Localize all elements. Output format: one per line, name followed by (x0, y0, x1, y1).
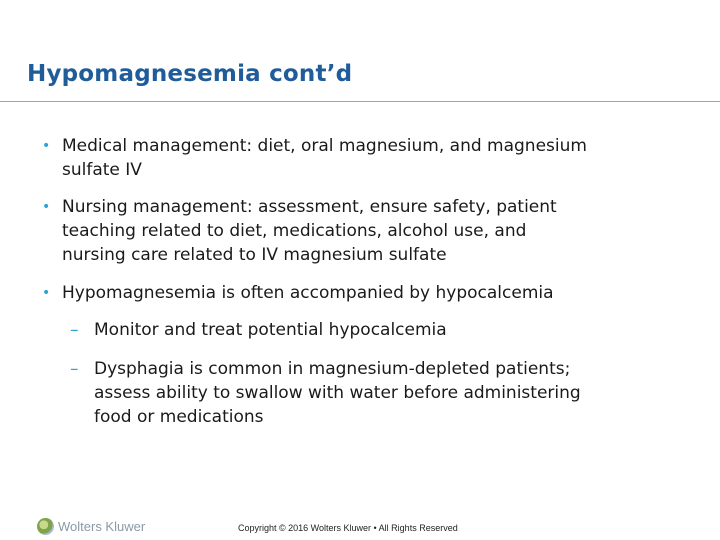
bullet-dot-icon: • (42, 199, 51, 215)
subbullet-dysphagia (70, 357, 581, 429)
bullet-line: Nursing management: assessment, ensure safety, patient (62, 197, 557, 217)
wolters-kluwer-logo-icon (37, 518, 54, 535)
bullet-line: Medical management: diet, oral magnesium, and magnesium (62, 136, 587, 156)
footer-logo (37, 518, 145, 535)
bullet-line: Hypomagnesemia is often accompanied by hypocalcemia (62, 283, 554, 303)
copyright-notice: Copyright © 2016 Wolters Kluwer • All Rights Reserved (238, 523, 458, 533)
bullet-medical-management (42, 134, 587, 182)
bullet-line: Monitor and treat potential hypocalcemia (94, 320, 447, 340)
bullet-hypocalcemia (42, 281, 554, 305)
bullet-dot-icon: • (42, 285, 51, 301)
bullet-line: sulfate IV (62, 160, 142, 180)
slide-title: Hypomagnesemia cont’d (27, 61, 353, 87)
logo-text: Wolters Kluwer (58, 519, 146, 534)
bullet-line: teaching related to diet, medications, alcohol use, and (62, 221, 527, 241)
bullet-dot-icon: • (42, 138, 51, 154)
bullet-line: assess ability to swallow with water before administering (94, 383, 581, 403)
bullet-line: food or medications (94, 407, 264, 427)
bullet-line: nursing care related to IV magnesium sulfate (62, 245, 447, 265)
dash-icon: – (70, 320, 79, 340)
title-divider (0, 101, 720, 102)
dash-icon: – (70, 359, 79, 379)
subbullet-monitor (70, 318, 447, 342)
bullet-nursing-management (42, 195, 557, 267)
bullet-line: Dysphagia is common in magnesium-depleted patients; (94, 359, 571, 379)
